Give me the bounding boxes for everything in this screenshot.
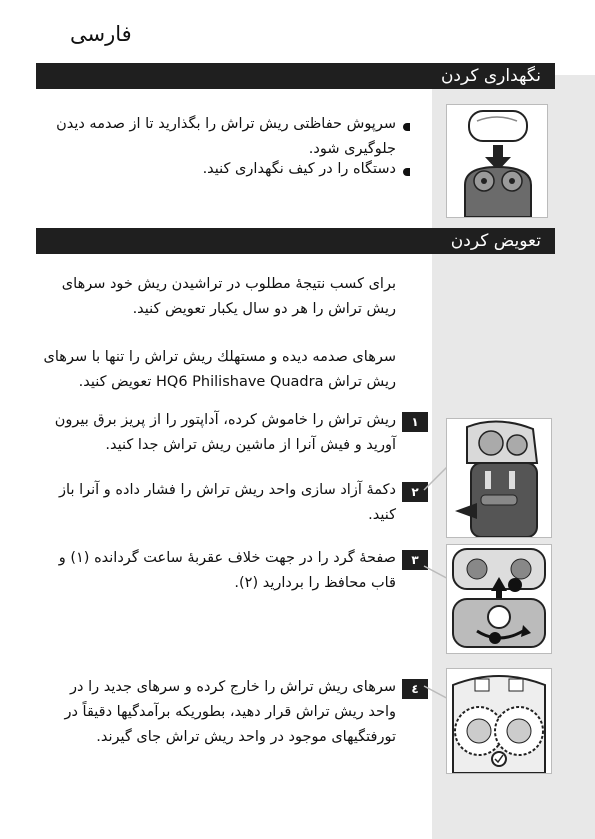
shaver-cap-illustration <box>446 104 548 218</box>
maintenance-bullet-2: دستگاه را در کیف نگهداری کنید. <box>202 161 396 177</box>
step-number-2: ٢ <box>402 482 428 502</box>
replacement-paragraph-2: سرهای صدمه دیده و مستهلك ریش تراش را تنها با سرهای ریش تراش HQ6 Philishave Quadra تعویض کنید. <box>43 349 396 390</box>
new-heads-icon <box>447 669 551 773</box>
step-text-4: سرهای ریش تراش را خارج کرده و سرهای جدید را در واحد ریش تراش قرار دهید، بطوریکه برآمدگیها دقیقاً در تورفتگیهای موجود در واحد ریش تراش جای گیرند. <box>64 679 396 745</box>
step-marker-icon <box>489 632 501 644</box>
step-text-2: دکمهٔ آزاد سازی واحد ریش تراش را فشار داده و آنرا باز کنید. <box>59 482 396 523</box>
shaver-open-icon <box>447 419 551 537</box>
shaver-cap-icon <box>447 105 547 217</box>
section-title-replacement: تعویض کردن <box>36 228 555 254</box>
step-number-3: ٣ <box>402 550 428 570</box>
section-title-maintenance: نگهداری کردن <box>36 63 555 89</box>
maintenance-bullet-1: سرپوش حفاظتی ریش تراش را بگذارید تا از صدمه دیدن جلوگیری شود. <box>56 116 396 157</box>
step-text-3: صفحهٔ گرد را در جهت خلاف عقربهٔ ساعت گردانده (١) و قاب محافظ را بردارید (٢). <box>58 550 396 591</box>
bullet-icon <box>403 123 410 131</box>
step-number-1: ١ <box>402 412 428 432</box>
new-heads-illustration <box>446 668 552 774</box>
language-label: فارسی <box>70 22 132 46</box>
step-text-1: ریش تراش را خاموش کرده، آداپتور را از پریز برق بیرون آورید و فیش آنرا از ماشین ریش تراش جدا کنید. <box>54 412 396 453</box>
bullet-icon <box>403 168 410 176</box>
step-number-4: ٤ <box>402 679 428 699</box>
shaver-open-illustration <box>446 418 552 538</box>
replacement-paragraph-1: برای کسب نتیجهٔ مطلوب در تراشیدن ریش خود سرهای ریش تراش را هر دو سال یکبار تعویض کنید. <box>61 276 396 317</box>
